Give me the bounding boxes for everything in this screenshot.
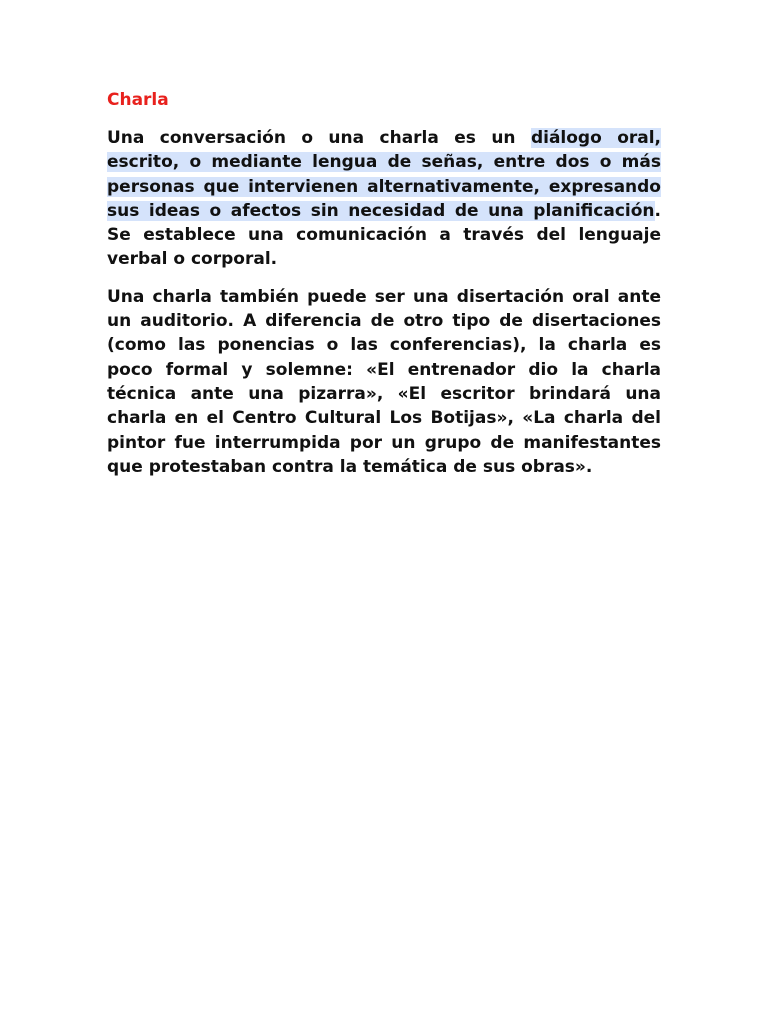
paragraph-definition-ending: . Se establece una comunicación a través del lenguaje verbal o corporal. (107, 200, 661, 270)
paragraph-examples: Una charla también puede ser una disertación oral ante un auditorio. A diferencia de otro tipo de disertaciones (como las ponencias o las conferencias), la charla es poco formal y solemne: «El entrenador dio la charla técnica ante una pizarra», «El escritor brindará una charla en el Centro Cultural Los Botijas», «La charla del pintor fue interrumpida por un grupo de manifestantes que protestaban contra la temática de sus obras». (107, 286, 661, 477)
paragraph-definition-intro: Una conversación o una charla es un (107, 128, 531, 148)
document-title: Charla (107, 90, 169, 110)
paragraph-definition (107, 126, 661, 272)
document-page (107, 88, 661, 492)
highlighted-definition: diálogo oral, escrito, o mediante lengua de señas, entre dos o más personas que intervienen alternativamente, expresando sus ideas o afectos sin necesidad de una planificación (107, 128, 662, 221)
